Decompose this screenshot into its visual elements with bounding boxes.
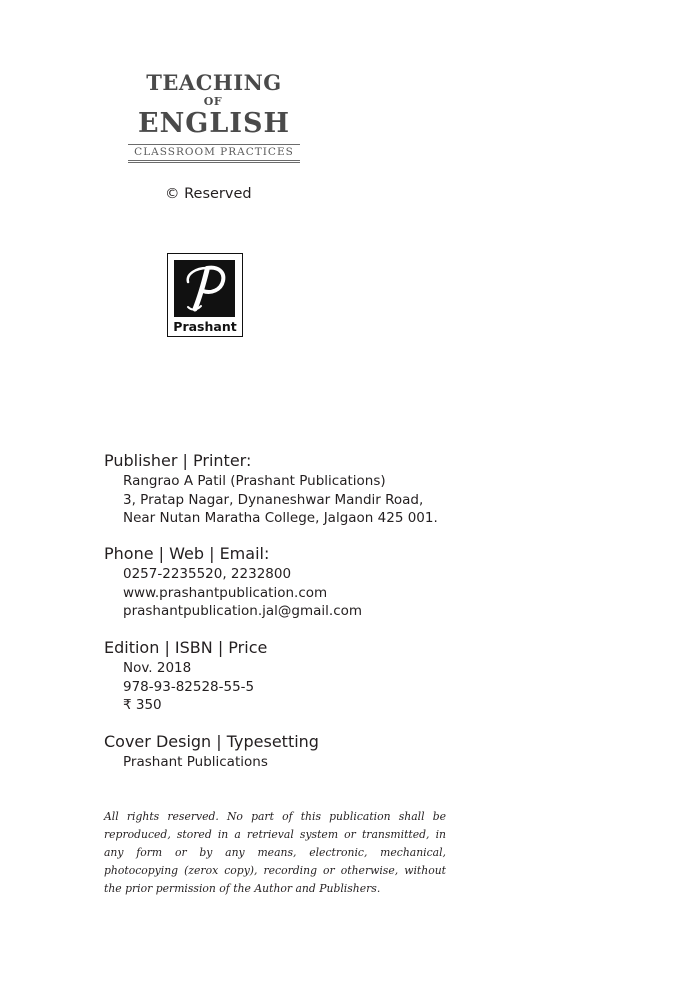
price: ₹ 350 (123, 697, 162, 713)
email-link[interactable]: prashantpublication.jal@gmail.com (123, 603, 363, 619)
publisher-line: Near Nutan Maratha College, Jalgaon 425 001. (123, 510, 438, 526)
edition-date: Nov. 2018 (123, 660, 192, 676)
edition-heading: Edition | ISBN | Price (104, 638, 268, 657)
book-title-line-2: OF (203, 95, 223, 108)
book-title-line-3: ENGLISH (138, 108, 290, 139)
contact-heading: Phone | Web | Email: (104, 544, 270, 563)
book-title-line-1: TEACHING (146, 70, 282, 95)
publisher-line: Rangrao A Patil (Prashant Publications) (123, 473, 386, 489)
cover-heading: Cover Design | Typesetting (104, 732, 319, 751)
rights-statement: All rights reserved. No part of this publication shall be reproduced, stored in a retrieval system or transmitted, in any form or by any means, electronic, mechanical, photocopying (zerox copy), recording or otherwise, without the prior permission of the Author and Publishers. (104, 810, 446, 895)
phone-numbers: 0257-2235520, 2232800 (123, 566, 292, 582)
cover-section (104, 732, 319, 772)
cover-credit: Prashant Publications (123, 754, 268, 770)
publisher-line: 3, Pratap Nagar, Dynaneshwar Mandir Road, (123, 491, 424, 508)
isbn-number: 978-93-82528-55-5 (123, 678, 255, 695)
book-title-block (128, 70, 300, 163)
publisher-logo (167, 253, 243, 337)
edition-section (104, 638, 267, 715)
copyright-notice: © Reserved (165, 186, 252, 202)
publisher-heading: Publisher | Printer: (104, 451, 252, 470)
publisher-section (104, 451, 438, 528)
website-link[interactable]: www.prashantpublication.com (123, 584, 328, 601)
logo-wordmark: Prashant (173, 319, 237, 334)
contact-section (104, 544, 362, 621)
book-subtitle: CLASSROOM PRACTICES (128, 144, 300, 163)
script-p-icon (174, 260, 235, 317)
